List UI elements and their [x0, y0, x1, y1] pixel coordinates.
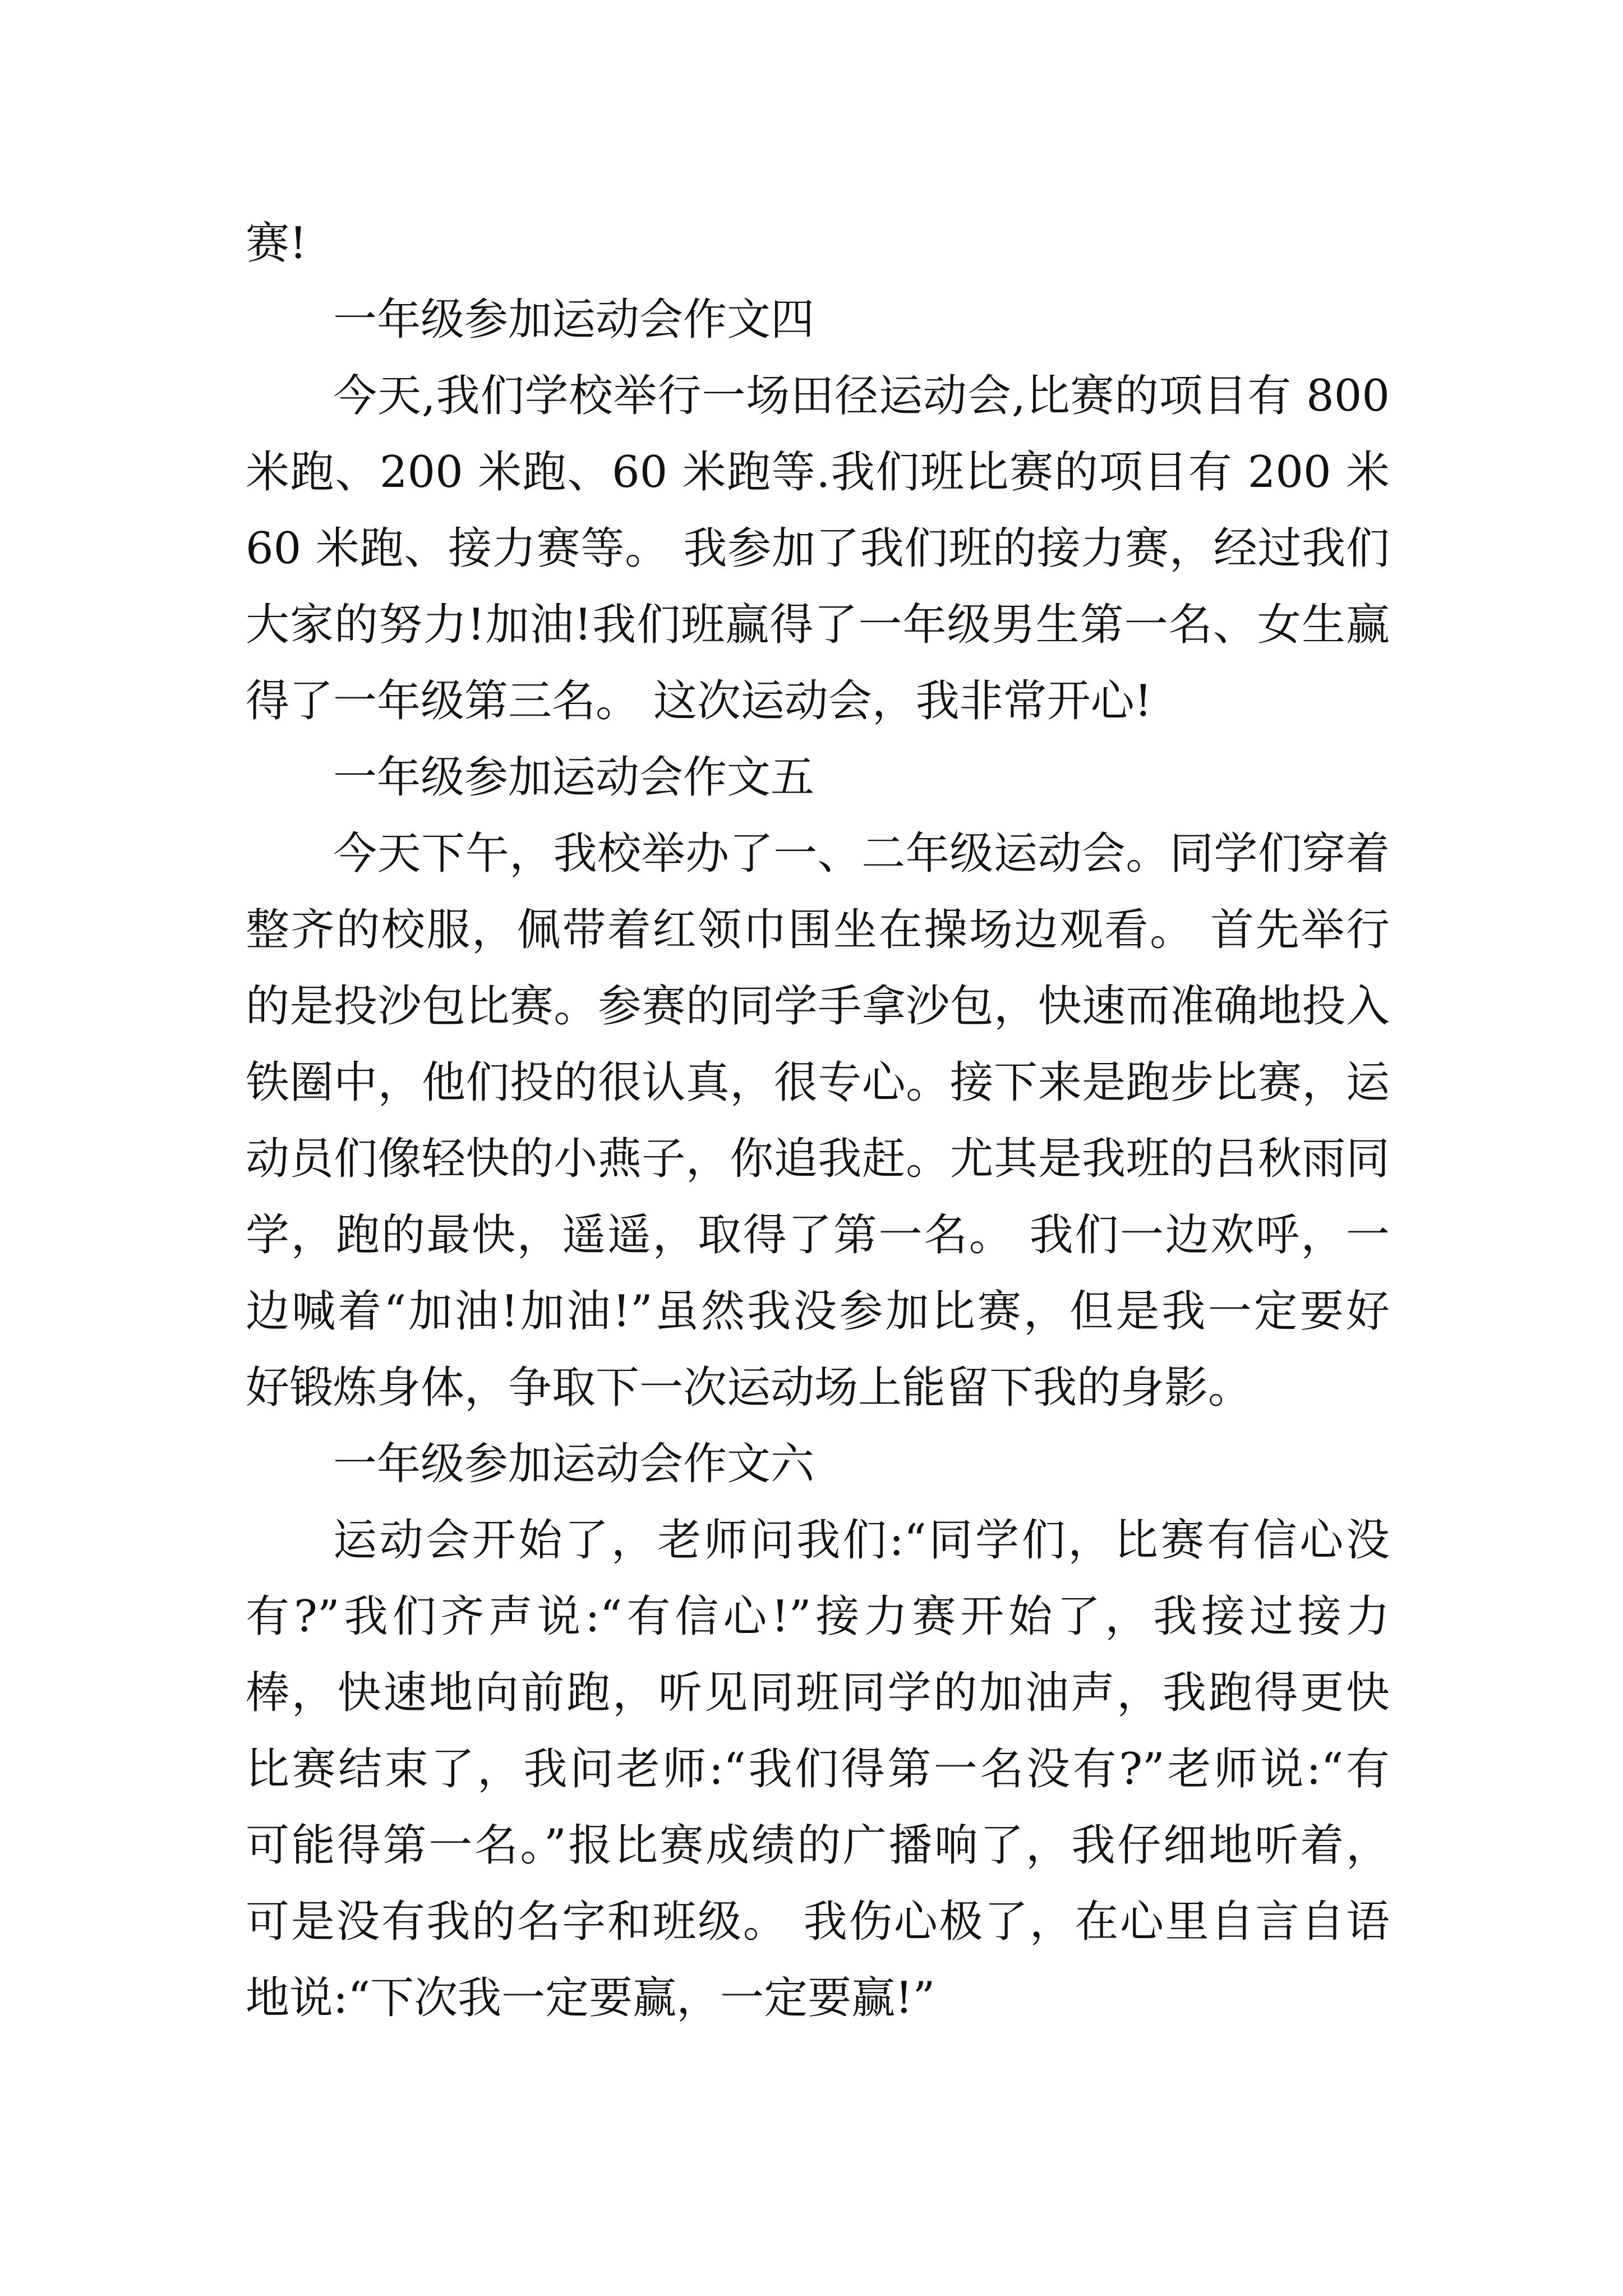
- paragraph-line: 动员们像轻快的小燕子，你追我赶。尤其是我班的吕秋雨同: [246, 1134, 1390, 1184]
- paragraph-line: 铁圈中，他们投的很认真，很专心。接下来是跑步比赛，运: [246, 1057, 1390, 1108]
- section-heading-essay-6: 一年级参加运动会作文六: [333, 1439, 815, 1489]
- text-line-continuation: 赛!: [246, 218, 307, 269]
- section-heading-essay-5: 一年级参加运动会作文五: [333, 752, 815, 803]
- paragraph-line: 地说:“下次我一定要赢，一定要赢!”: [246, 1973, 935, 2023]
- paragraph-line: 运动会开始了，老师问我们:“同学们，比赛有信心没: [333, 1515, 1390, 1566]
- paragraph-line: 米跑、200 米跑、60 米跑等.我们班比赛的项目有 200 米: [246, 447, 1390, 498]
- document-body: [246, 205, 1390, 2036]
- paragraph-line: 整齐的校服，佩带着红领巾围坐在操场边观看。 首先举行: [246, 905, 1390, 955]
- paragraph-line: 边喊着“加油!加油!”虽然我没参加比赛，但是我一定要好: [246, 1286, 1390, 1337]
- paragraph-line: 学，跑的最快，遥遥，取得了第一名。 我们一边欢呼，一: [246, 1210, 1390, 1260]
- paragraph-line: 可能得第一名。”报比赛成绩的广播响了，我仔细地听着，: [246, 1820, 1390, 1871]
- paragraph-line: 可是没有我的名字和班级。 我伤心极了，在心里自言自语: [246, 1897, 1390, 1947]
- paragraph-line: 的是投沙包比赛。参赛的同学手拿沙包，快速而准确地投入: [246, 981, 1390, 1032]
- paragraph-line: 60 米跑、接力赛等。 我参加了我们班的接力赛，经过我们: [246, 523, 1390, 574]
- paragraph-line: 得了一年级第三名。 这次运动会，我非常开心!: [246, 676, 1152, 726]
- paragraph-line: 棒，快速地向前跑，听见同班同学的加油声，我跑得更快: [246, 1668, 1390, 1718]
- section-heading-essay-4: 一年级参加运动会作文四: [333, 295, 815, 345]
- paragraph-line: 好锻炼身体，争取下一次运动场上能留下我的身影。: [246, 1363, 1252, 1413]
- paragraph-line: 大家的努力!加油!我们班赢得了一年级男生第一名、女生赢: [246, 600, 1390, 650]
- paragraph-line: 比赛结束了，我问老师:“我们得第一名没有?”老师说:“有: [246, 1744, 1390, 1795]
- paragraph-line: 今天,我们学校举行一场田径运动会,比赛的项目有 800: [333, 371, 1390, 421]
- paragraph-line: 有?”我们齐声说:“有信心!”接力赛开始了，我接过接力: [246, 1591, 1390, 1642]
- paragraph-line: 今天下午，我校举办了一、二年级运动会。同学们穿着: [333, 829, 1390, 879]
